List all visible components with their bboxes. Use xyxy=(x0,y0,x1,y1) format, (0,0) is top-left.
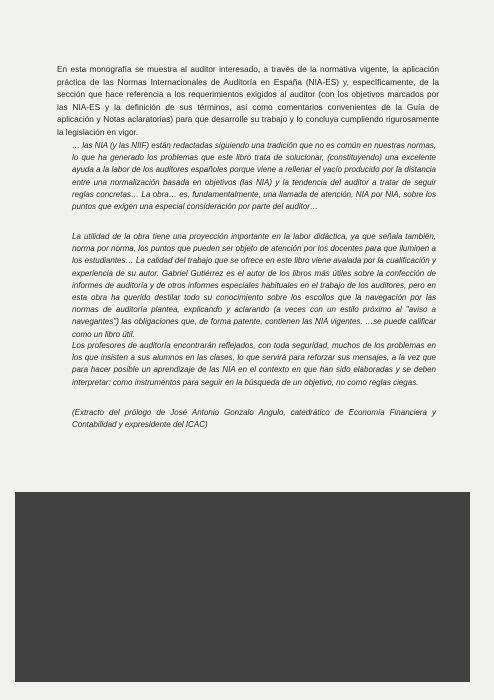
quote-paragraph-3: Los profesores de auditoría encontrarán reflejados, con toda seguridad, muchos de los problemas en los que insisten a sus alumnos en las clases, lo que servirá para reforzar sus mensajes, a la vez que para hacer posible un aprendizaje de las NIA en el contexto en que han sido elaboradas y se deben interpretar: como instrumentos para seguir en la búsqueda de un objetivo, no como reglas ciegas. xyxy=(72,341,436,387)
intro-paragraph: En esta monografía se muestra al auditor interesado, a través de la normativa vigente, la aplicación práctica de las Normas Internacionales de Auditoría en España (NIA-ES) y, específicamente, de la sección que hace referencia a los requerimientos exigidos al auditor (con los objetivos marcados por las NIA-ES y la definición de sus términos, así como comentarios convenientes de la Guía de aplicación y Notas aclaratorias) para que desarrolle su trabajo y lo concluya cumpliendo rigurosamente la legislación en vigor. xyxy=(57,64,439,137)
quote-paragraph-1: … las NIA (y las NIIF) están redactadas siguiendo una tradición que no es común en nuestras normas, lo que ha generado los problemas que este libro trata de solucionar, (constituyendo) una excelente ayuda a la labor de los auditores españoles porque viene a rellenar el vacío producido por la distancia entre una normalización basada en objetivos (las NIA) y la tendencia del auditor a tratar de seguir reglas concretas… La obra… es, fundamentalmente, una llamada de atención, NIA por NIA, sobre los puntos que exigen una especial consideración por parte del auditor… xyxy=(72,141,436,212)
dark-panel xyxy=(15,492,470,682)
quote-paragraph-2: La utilidad de la obra tiene una proyección importante en la labor didáctica, ya que señala también, norma por norma, los puntos que pueden ser objeto de atención por los docentes para que iluminen a los estudiantes… La calidad del trabajo que se ofrece en este libro viene avalada por la cualificación y experiencia de su autor. Gabriel Gutiérrez es el autor de los libros más útiles sobre la confección de informes de auditoría y de otros informes especiales habituales en el trabajo de los auditores, pero en esta obra ha querido destilar todo su conocimiento sobre los escollos que la navegación por las normas de auditoría plantea, explicando y aclarando (a veces con un estilo próximo al "aviso a navegantes") las obligaciones que, de forma patente, contienen las NIA vigentes. …se puede calificar como un libro útil. xyxy=(72,232,436,339)
prologue-attribution: (Extracto del prólogo de José Antonio Gonzalo Angulo, catedrático de Economía Financiera y Contabilidad y expresidente del ICAC) xyxy=(72,408,436,430)
